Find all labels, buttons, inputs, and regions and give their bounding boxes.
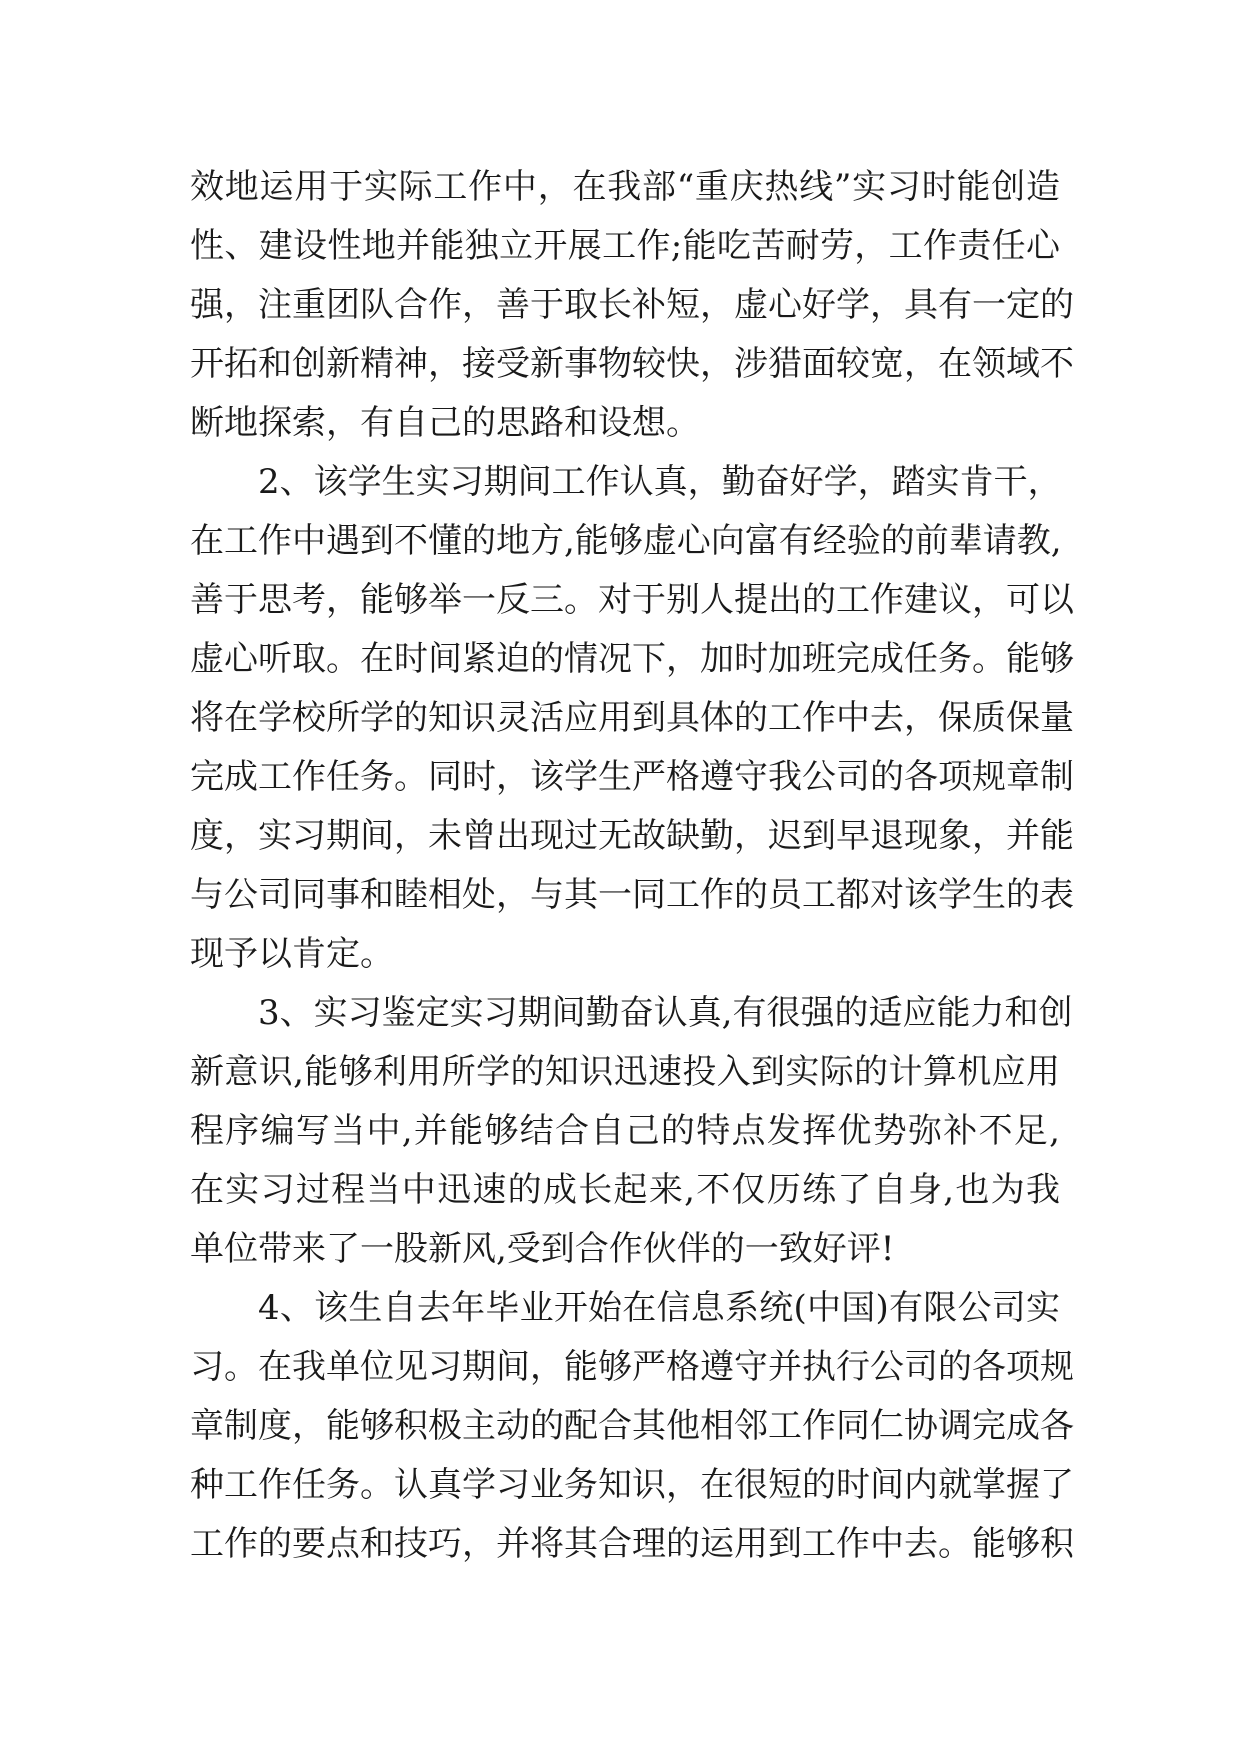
text-line: 工作的要点和技巧，并将其合理的运用到工作中去。能够积 [190,1524,1074,1564]
text-line: 新意识,能够利用所学的知识迅速投入到实际的计算机应用 [190,1052,1060,1092]
text-line: 完成工作任务。同时，该学生严格遵守我公司的各项规章制 [190,757,1074,797]
text-line: 单位带来了一股新风,受到合作伙伴的一致好评! [190,1229,895,1269]
paragraph-start-line: 2、该学生实习期间工作认真，勤奋好学，踏实肯干， [258,462,1062,502]
text-line: 程序编写当中,并能够结合自己的特点发挥优势弥补不足, [190,1111,1060,1151]
text-line: 在工作中遇到不懂的地方,能够虚心向富有经验的前辈请教, [190,521,1062,561]
text-line: 虚心听取。在时间紧迫的情况下，加时加班完成任务。能够 [190,639,1074,679]
text-line: 章制度，能够积极主动的配合其他相邻工作同仁协调完成各 [190,1406,1074,1446]
text-line: 与公司同事和睦相处，与其一同工作的员工都对该学生的表 [190,875,1074,915]
document-body [190,158,1074,1574]
text-line: 开拓和创新精神，接受新事物较快，涉猎面较宽，在领域不 [190,344,1074,384]
text-line: 种工作任务。认真学习业务知识，在很短的时间内就掌握了 [190,1465,1074,1505]
text-line: 强，注重团队合作，善于取长补短，虚心好学，具有一定的 [190,285,1074,325]
paragraph-start-line: 3、实习鉴定实习期间勤奋认真,有很强的适应能力和创 [258,993,1073,1033]
text-line: 习。在我单位见习期间，能够严格遵守并执行公司的各项规 [190,1347,1074,1387]
text-line: 效地运用于实际工作中，在我部“重庆热线”实习时能创造 [190,167,1060,207]
text-line: 断地探索，有自己的思路和设想。 [190,403,700,443]
text-line: 在实习过程当中迅速的成长起来,不仅历练了自身,也为我 [190,1170,1060,1210]
text-line: 度，实习期间，未曾出现过无故缺勤，迟到早退现象，并能 [190,816,1074,856]
paragraph-start-line: 4、该生自去年毕业开始在信息系统(中国)有限公司实 [258,1288,1060,1328]
text-line: 善于思考，能够举一反三。对于别人提出的工作建议，可以 [190,580,1074,620]
text-line: 现予以肯定。 [190,934,394,974]
text-line: 性、建设性地并能独立开展工作;能吃苦耐劳，工作责任心 [190,226,1061,266]
text-line: 将在学校所学的知识灵活应用到具体的工作中去，保质保量 [190,698,1074,738]
